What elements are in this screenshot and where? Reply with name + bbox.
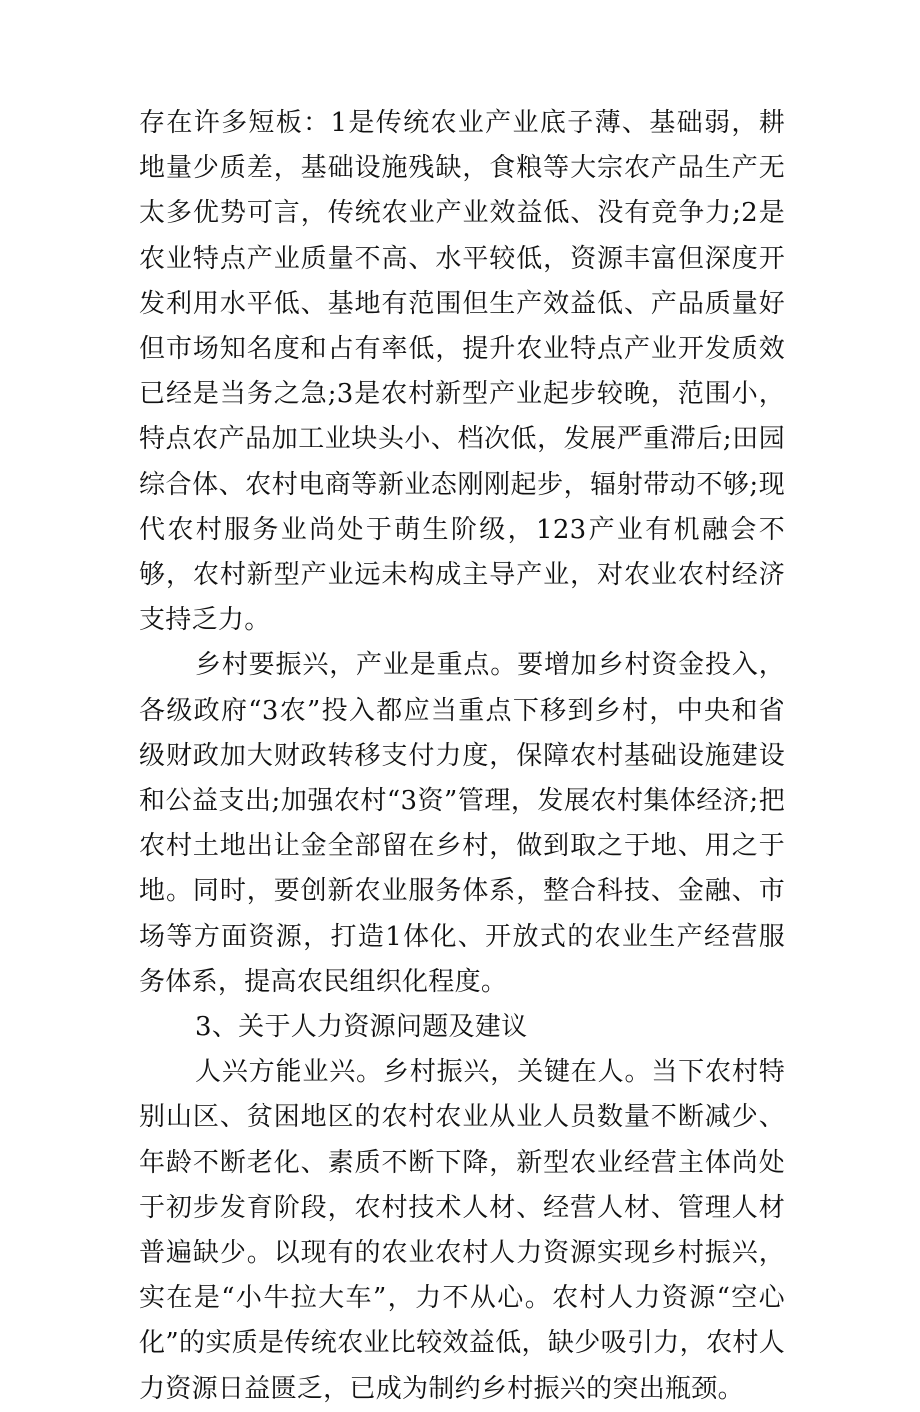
document-body	[139, 101, 785, 1412]
paragraph-human-resources: 人兴方能业兴。乡村振兴，关键在人。当下农村特别山区、贫困地区的农村农业从业人员数量不断减少、年龄不断老化、素质不断下降，新型农业经营主体尚处于初步发育阶段，农村技术人材、经营人材、管理人材普遍缺少。以现有的农业农村人力资源实现乡村振兴，实在是“小牛拉大车”，力不从心。农村人力资源“空心化”的实质是传统农业比较效益低，缺少吸引力，农村人力资源日益匮乏，已成为制约乡村振兴的突出瓶颈。	[139, 1057, 785, 1404]
paragraph-shortcomings: 存在许多短板：1是传统农业产业底子薄、基础弱，耕地量少质差，基础设施残缺，食粮等大宗农产品生产无太多优势可言，传统农业产业效益低、没有竞争力;2是农业特点产业质量不高、水平较低，资源丰富但深度开发利用水平低、基地有范围但生产效益低、产品质量好但市场知名度和占有率低，提升农业特点产业开发质效已经是当务之急;3是农村新型产业起步较晚，范围小，特点农产品加工业块头小、档次低，发展严重滞后;田园综合体、农村电商等新业态刚刚起步，辐射带动不够;现代农村服务业尚处于萌生阶级，123产业有机融会不够，农村新型产业远未构成主导产业，对农业农村经济支持乏力。	[139, 108, 785, 636]
paragraph-industry-revitalization: 乡村要振兴，产业是重点。要增加乡村资金投入，各级政府“3农”投入都应当重点下移到乡村，中央和省级财政加大财政转移支付力度，保障农村基础设施建设和公益支出;加强农村“3资”管理，发展农村集体经济;把农村土地出让金全部留在乡村，做到取之于地、用之于地。同时，要创新农业服务体系，整合科技、金融、市场等方面资源，打造1体化、开放式的农业生产经营服务体系，提高农民组织化程度。	[139, 650, 785, 997]
section-heading-human-resources: 3、关于人力资源问题及建议	[195, 1012, 528, 1043]
